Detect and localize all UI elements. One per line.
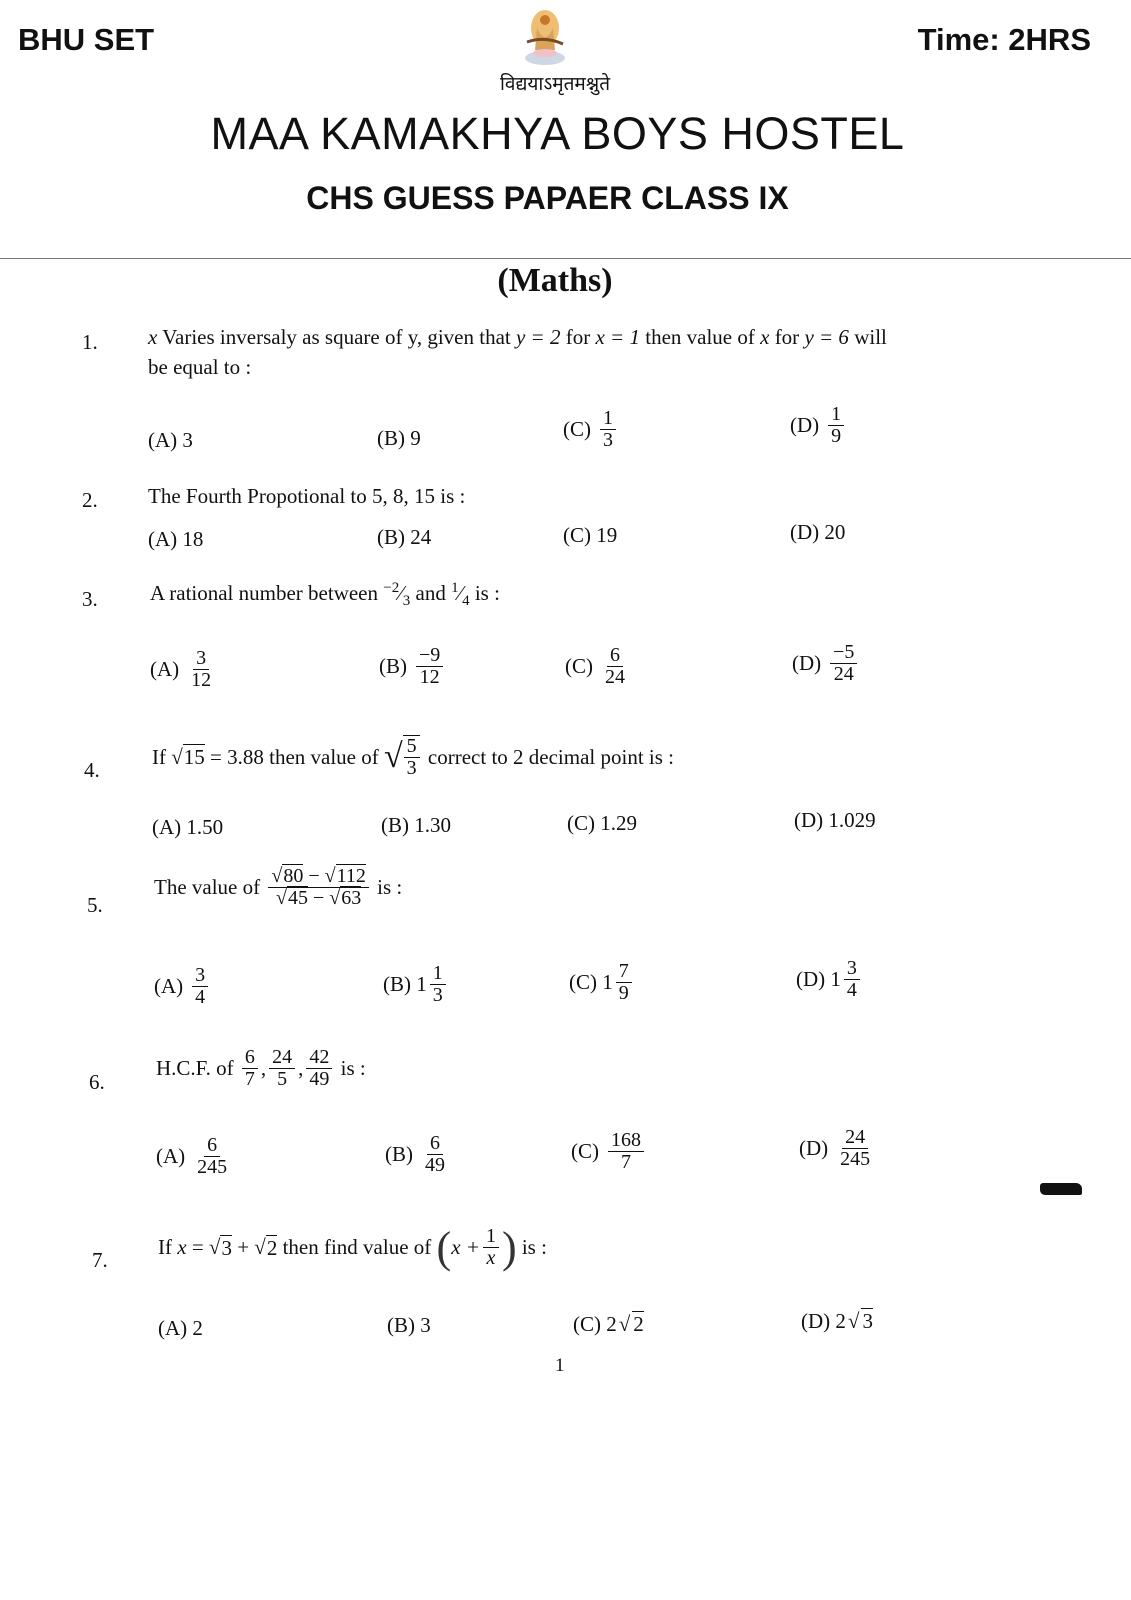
numerator: 3 <box>192 965 208 987</box>
sqrt-icon: √ <box>171 744 183 769</box>
text: is : <box>516 1235 547 1259</box>
numerator: 6 <box>242 1047 258 1069</box>
denominator: 245 <box>197 1156 228 1178</box>
radicand: 2 <box>633 1312 644 1336</box>
fraction <box>483 1226 499 1269</box>
fraction <box>844 958 860 1001</box>
radicand: 3 <box>862 1309 873 1333</box>
text: The value of <box>154 875 266 899</box>
question-5-text <box>154 866 402 909</box>
option-d[interactable] <box>790 404 847 447</box>
text: for <box>560 325 596 349</box>
numerator: 3 <box>193 648 209 670</box>
label: (B) 1 <box>383 972 427 996</box>
numerator: 1 <box>600 408 616 430</box>
option-c[interactable] <box>565 645 631 688</box>
option-a[interactable] <box>150 648 217 691</box>
label: (D) <box>799 1136 829 1160</box>
paper-subtitle: CHS GUESS PAPAER CLASS IX <box>306 180 789 216</box>
text: Varies inversaly as square of y, given that <box>157 325 516 349</box>
numerator: √80 − √112 <box>268 866 369 888</box>
text: = <box>186 1235 209 1259</box>
numerator: −2 <box>383 580 400 596</box>
numerator: 6 <box>607 645 623 667</box>
fraction <box>430 963 446 1006</box>
radicand: 112 <box>336 865 366 887</box>
label: (C) <box>571 1139 599 1163</box>
option-b[interactable]: (B) 9 <box>377 426 421 450</box>
text: A rational number between <box>150 581 384 605</box>
option-a[interactable]: (A) 2 <box>158 1316 203 1340</box>
option-b[interactable] <box>383 963 449 1006</box>
radicand: 2 <box>266 1235 278 1260</box>
denominator: 12 <box>419 666 440 688</box>
numerator: 5 <box>404 736 420 758</box>
option-b[interactable] <box>385 1133 451 1176</box>
var: x <box>760 325 770 349</box>
option-d[interactable] <box>792 642 860 685</box>
denominator: 9 <box>618 982 629 1004</box>
denominator: 4 <box>846 979 857 1001</box>
option-d[interactable] <box>799 1127 876 1170</box>
numerator: 24 <box>269 1047 295 1069</box>
fraction <box>602 645 628 688</box>
fraction <box>268 866 369 909</box>
option-b[interactable]: (B) 24 <box>377 525 432 549</box>
option-a[interactable] <box>154 965 211 1008</box>
option-c[interactable] <box>569 961 635 1004</box>
var: x = 1 <box>595 325 640 349</box>
ink-smudge <box>1040 1183 1082 1195</box>
option-c[interactable]: (C) 1.29 <box>567 811 637 835</box>
question-number: 7. <box>92 1248 108 1272</box>
denominator: 24 <box>833 663 854 685</box>
denominator: 245 <box>840 1148 871 1170</box>
fraction <box>242 1047 258 1090</box>
divider <box>0 258 1131 259</box>
label: (A) <box>156 1144 186 1168</box>
comma: , <box>298 1056 304 1080</box>
numerator: 42 <box>306 1047 332 1069</box>
question-number: 5. <box>87 893 103 917</box>
fraction <box>830 642 857 685</box>
numerator: 1 <box>483 1226 499 1248</box>
numerator: 24 <box>842 1127 868 1149</box>
label: (B) <box>385 1142 413 1166</box>
text: is : <box>335 1056 366 1080</box>
denominator: x <box>486 1247 496 1269</box>
numerator: 1 <box>828 404 844 426</box>
subject-heading: (Maths) <box>497 262 613 299</box>
option-c[interactable] <box>563 408 619 451</box>
label: (C) <box>563 417 591 441</box>
radicand: 63 <box>341 887 362 909</box>
question-2-text: The Fourth Propotional to 5, 8, 15 is : <box>148 484 466 508</box>
denominator: 24 <box>605 666 625 688</box>
fraction <box>192 965 208 1008</box>
denominator: 3 <box>406 757 417 779</box>
institution-title: MAA KAMAKHYA BOYS HOSTEL <box>210 108 905 159</box>
label: (C) <box>565 654 593 678</box>
fraction <box>616 961 632 1004</box>
fraction <box>600 408 616 451</box>
fraction <box>828 404 844 447</box>
saraswati-logo <box>515 6 575 70</box>
label: (D) 2 <box>801 1308 846 1333</box>
denominator: 3 <box>432 984 443 1006</box>
label: (A) <box>154 974 184 998</box>
numerator: 3 <box>844 958 860 980</box>
question-number: 2. <box>82 488 98 512</box>
denominator: 3 <box>603 429 613 451</box>
text: = 3.88 <box>204 744 264 769</box>
comma: , <box>260 1056 267 1080</box>
option-c[interactable] <box>571 1130 647 1173</box>
minus: − <box>303 865 325 887</box>
numerator: 168 <box>608 1130 644 1152</box>
option-b[interactable] <box>379 645 446 688</box>
var: y = 2 <box>515 325 561 349</box>
label: (D) <box>790 413 820 437</box>
radicand: 80 <box>283 865 304 887</box>
option-d[interactable]: (D) 2 √ 3 <box>801 1308 873 1333</box>
question-7-text: If x = √ 3 + √ 2 then find value of ( x + $\frac{1}{x}$ ) is : <box>158 1223 547 1272</box>
question-3-text: A rational number between $^{-2}⁄_3$ and $^1⁄_4$ is : <box>150 580 500 610</box>
motto: विद्ययाऽमृतमश्नुते <box>499 74 611 95</box>
option-a[interactable]: (A) 18 <box>148 527 204 551</box>
option-b[interactable]: (B) 3 <box>387 1313 431 1337</box>
text: If <box>152 744 172 769</box>
question-number: 4. <box>84 758 100 782</box>
var: y = 6 <box>804 325 849 349</box>
option-d[interactable]: (D) 1.029 <box>794 808 876 832</box>
fraction <box>608 1130 644 1173</box>
option-d[interactable] <box>796 958 863 1001</box>
denominator: 3 <box>402 593 411 610</box>
var: x <box>148 325 158 349</box>
numerator: 1 <box>451 580 459 596</box>
fraction <box>269 1047 295 1090</box>
expr: x + <box>451 1235 480 1259</box>
denominator: 49 <box>425 1154 445 1176</box>
minus: − <box>307 887 330 909</box>
text: for <box>769 325 805 349</box>
text: If <box>158 1235 178 1259</box>
text: correct to 2 decimal point is : <box>422 744 675 769</box>
text: H.C.F. of <box>156 1056 239 1080</box>
radicand: 15 <box>183 745 205 769</box>
numerator: 7 <box>616 961 632 983</box>
denominator: 4 <box>462 593 470 610</box>
radicand: 3 <box>221 1235 232 1260</box>
denominator: 7 <box>244 1068 255 1090</box>
denominator: 49 <box>309 1068 330 1090</box>
fraction <box>194 1135 230 1178</box>
label: (D) <box>792 651 822 675</box>
label: (D) 1 <box>796 967 841 991</box>
numerator: −9 <box>416 645 443 667</box>
option-d[interactable]: (D) 20 <box>790 520 846 544</box>
option-a[interactable] <box>156 1135 233 1178</box>
text: and <box>410 581 452 605</box>
fraction <box>422 1133 448 1176</box>
fraction <box>416 645 443 688</box>
question-1-text <box>148 322 1028 382</box>
option-b[interactable]: (B) 1.30 <box>381 813 451 837</box>
text: then find value of <box>277 1235 437 1259</box>
fraction <box>403 735 420 779</box>
numerator: 6 <box>204 1135 220 1157</box>
denominator: 4 <box>195 986 206 1008</box>
label: (A) <box>150 657 180 681</box>
page-number: 1 <box>555 1355 565 1376</box>
fraction <box>837 1127 873 1170</box>
question-number: 3. <box>82 587 98 611</box>
numerator: 1 <box>430 963 446 985</box>
question-6-text <box>156 1047 366 1090</box>
option-c[interactable]: (C) 19 <box>563 523 618 547</box>
question-number: 1. <box>82 330 98 354</box>
denominator: 12 <box>191 669 212 691</box>
label: (B) <box>379 654 407 678</box>
time-label: Time: 2HRS <box>917 22 1091 57</box>
denominator: 5 <box>277 1068 288 1090</box>
fraction <box>188 648 214 691</box>
denominator: 7 <box>621 1151 631 1173</box>
sqrt-icon: √ <box>384 738 403 775</box>
text: then value of <box>639 325 761 349</box>
denominator: √45 − √63 <box>276 887 362 909</box>
question-4-text <box>152 735 674 779</box>
text: + <box>231 1235 255 1259</box>
text: will <box>848 325 887 349</box>
question-number: 6. <box>89 1070 105 1094</box>
option-c[interactable]: (C) 2 √ 2 <box>573 1311 644 1336</box>
label: (C) 1 <box>569 970 613 994</box>
label: (C) 2 <box>573 1311 617 1336</box>
set-label: BHU SET <box>18 22 155 57</box>
var: x <box>177 1235 187 1259</box>
numerator: 6 <box>427 1133 443 1155</box>
option-a[interactable]: (A) 1.50 <box>152 815 224 839</box>
numerator: −5 <box>830 642 857 664</box>
option-a[interactable]: (A) 3 <box>148 428 193 452</box>
text: is : <box>371 875 403 899</box>
fraction <box>306 1047 332 1090</box>
text: then value of <box>263 744 384 769</box>
text: is : <box>469 581 500 605</box>
text: be equal to : <box>148 355 252 379</box>
radicand: 45 <box>287 887 308 909</box>
denominator: 9 <box>831 425 842 447</box>
